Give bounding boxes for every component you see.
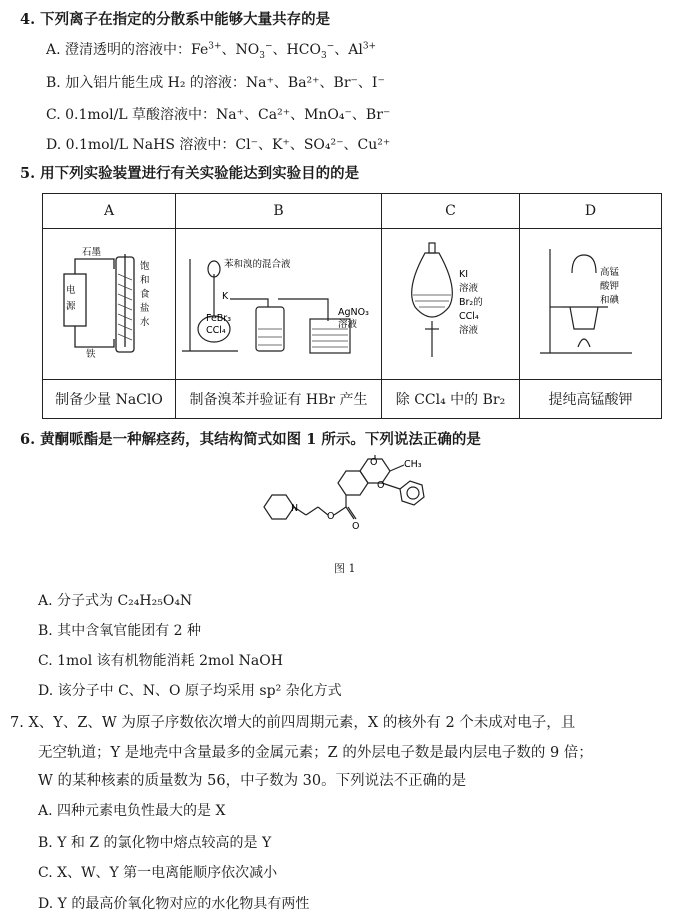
option-label: D. [46, 137, 62, 153]
label-sat-2: 和 [140, 275, 150, 286]
charge: 3+ [208, 41, 222, 52]
option-label: C. [38, 653, 53, 669]
label-k: K [222, 291, 229, 302]
option-text: X、W、Y 第一电离能顺序依次减小 [57, 865, 278, 881]
label-sat-5: 水 [140, 317, 150, 328]
q4-option-d [46, 135, 390, 155]
option-label: C. [38, 865, 53, 881]
label-sat-4: 盐 [140, 303, 150, 314]
option-text: 该分子中 C、N、O 原子均采用 sp² 杂化方式 [57, 683, 342, 699]
label-kmno4-2: 酸钾 [600, 281, 620, 292]
q6-option-d [38, 681, 342, 701]
label-kmno4-1: 高锰 [600, 267, 620, 278]
bromobenzene-apparatus [178, 229, 382, 377]
q4-option-a [46, 40, 376, 60]
label-br2: Br₂的 [459, 297, 483, 308]
q7-stem-line-3: W 的某种核素的质量数为 56，中子数为 30。下列说法不正确的是 [38, 773, 467, 789]
option-text: 分子式为 C₂₄H₂₅O₄N [57, 593, 193, 609]
header-c: C [382, 194, 520, 229]
label-febr3: FeBr₃ [206, 313, 232, 324]
label-kmno4-3: 和碘 [600, 295, 620, 306]
option-text: 加入铝片能生成 H₂ 的溶液：Na⁺、Ba²⁺、Br⁻、I⁻ [65, 75, 385, 91]
charge: 3+ [362, 41, 377, 52]
separatory-funnel [385, 229, 517, 377]
subscript: 3 [320, 50, 327, 61]
label-graphite: 石墨 [82, 247, 102, 258]
q4-stem: 4. 下列离子在指定的分散系中能够大量共存的是 [20, 11, 331, 28]
q5-stem: 5. 用下列实验装置进行有关实验能达到实验目的的是 [20, 165, 360, 182]
option-label: A. [38, 593, 53, 609]
caption-b: 制备溴苯并验证有 HBr 产生 [176, 380, 382, 419]
option-text: Y 的最高价氧化物对应的水化物具有两性 [57, 896, 310, 912]
label-ki: KI [459, 269, 469, 280]
option-text: 四种元素电负性最大的是 X [57, 803, 226, 819]
option-text: 澄清透明的溶液中：Fe [65, 42, 209, 58]
wire-bottom [75, 326, 114, 347]
subscript: 3 [259, 50, 265, 61]
n-atom: N [291, 503, 299, 514]
phenyl-ring [400, 481, 424, 505]
option-text: 1mol 该有机物能消耗 2mol NaOH [57, 653, 283, 669]
option-text: 、NO [221, 42, 260, 58]
option-label: B. [46, 75, 61, 91]
option-label: B. [38, 835, 53, 851]
q7-stem-line-1: 7. X、Y、Z、W 为原子序数依次增大的前四周期元素，X 的核外有 2 个未成对电子，且 [10, 715, 576, 731]
q7-option-d [38, 894, 309, 914]
sublimation-apparatus [522, 229, 660, 377]
option-label: C. [46, 107, 61, 123]
caption-d: 提纯高锰酸钾 [520, 380, 662, 419]
q6-option-b [38, 621, 201, 641]
q6-option-c [38, 651, 283, 671]
o-ester: O [327, 511, 335, 522]
o-ring: O [377, 480, 385, 491]
label-power-2: 源 [66, 301, 76, 312]
q7-option-a [38, 801, 225, 821]
option-text: 、Al [334, 42, 363, 58]
flavoxate-structure [250, 455, 450, 555]
option-text: 、HCO [272, 42, 321, 58]
option-label: A. [46, 42, 61, 58]
o-top: O [370, 457, 378, 468]
q4-option-b [46, 73, 385, 93]
header-b: B [176, 194, 382, 229]
q6-option-a [38, 591, 192, 611]
piperidine-ring [264, 495, 294, 519]
label-agno3: AgNO₃ [338, 307, 369, 318]
q4-option-c [46, 105, 390, 125]
q7-option-b [38, 833, 271, 853]
q7-stem-line-2: 无空轨道；Y 是地壳中含量最多的金属元素；Z 的外层电子数是最内层电子数的 9 倍； [38, 745, 593, 761]
label-sat-3: 食 [140, 289, 150, 300]
option-label: A. [38, 803, 53, 819]
ch3-label: CH₃ [404, 459, 422, 470]
option-text: 其中含氧官能团有 2 种 [57, 623, 202, 639]
label-c-sol: 溶液 [459, 283, 479, 294]
label-agno3-sol: 溶液 [338, 319, 358, 330]
label-c-ccl4: CCl₄ [459, 311, 479, 322]
option-text: 0.1mol/L NaHS 溶液中：Cl⁻、K⁺、SO₄²⁻、Cu²⁺ [65, 137, 391, 153]
benzo-ring [338, 471, 368, 495]
option-label: D. [38, 683, 54, 699]
label-power-1: 电 [66, 285, 76, 296]
header-a: A [43, 194, 176, 229]
option-text: 0.1mol/L 草酸溶液中：Na⁺、Ca²⁺、MnO₄⁻、Br⁻ [65, 107, 391, 123]
caption-c: 除 CCl₄ 中的 Br₂ [382, 380, 520, 419]
label-sat-1: 饱 [140, 261, 150, 272]
label-c-sol2: 溶液 [459, 325, 479, 336]
label-ccl4: CCl₄ [206, 325, 226, 336]
figure-caption: 图 1 [334, 562, 356, 575]
q7-option-c [38, 863, 277, 883]
label-mix: 苯和溴的混合液 [224, 259, 291, 270]
caption-a: 制备少量 NaClO [43, 380, 176, 419]
charge: − [326, 41, 335, 52]
header-d: D [520, 194, 662, 229]
label-iron: 铁 [86, 349, 96, 360]
charge: − [265, 41, 273, 52]
electrolysis-apparatus [44, 229, 174, 377]
q6-stem: 6. 黄酮哌酯是一种解痉药，其结构简式如图 1 所示。下列说法正确的是 [20, 431, 481, 448]
wire-top [75, 259, 114, 274]
o-carbonyl: O [352, 521, 360, 532]
option-text: Y 和 Z 的氯化物中熔点较高的是 Y [57, 835, 272, 851]
option-label: B. [38, 623, 53, 639]
power-box [64, 274, 86, 326]
option-label: D. [38, 896, 54, 912]
